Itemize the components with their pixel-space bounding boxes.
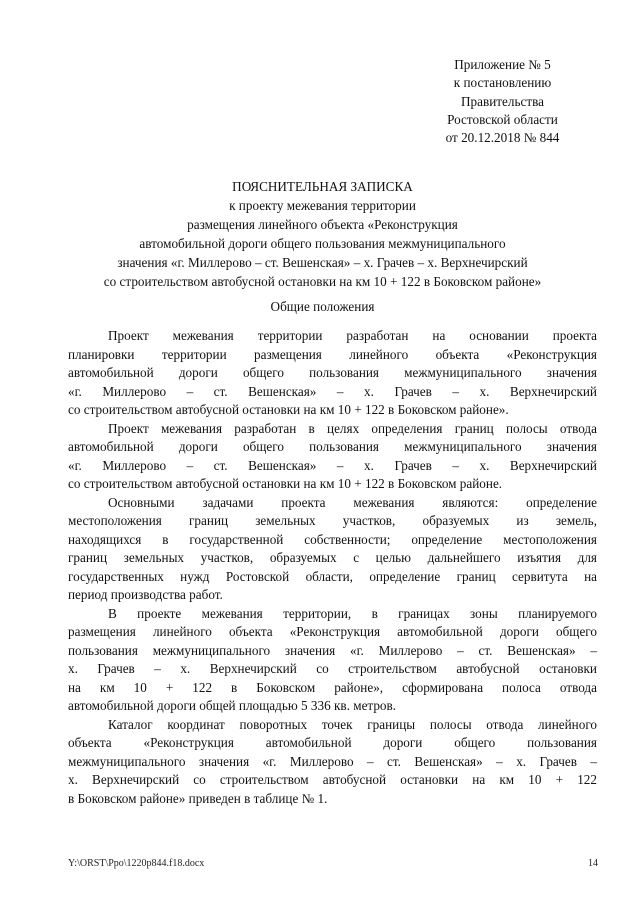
text-line: местоположения границ земельных участков, образуемых из земель, bbox=[68, 513, 597, 528]
title-line: автомобильной дороги общего пользования межмуниципального bbox=[139, 236, 506, 251]
text-line: Каталог координат поворотных точек границы полосы отвода линейного bbox=[108, 716, 597, 732]
paragraph bbox=[68, 327, 597, 420]
text-line: находящихся в государственной собственности; определение местоположения bbox=[68, 531, 597, 547]
text-line: со строительством автобусной остановки на км 10 + 122 в Боковском районе. bbox=[68, 476, 503, 491]
text-line: В проекте межевания территории, в границах зоны планируемого bbox=[108, 605, 597, 621]
text-line: «г. Миллерово – ст. Вешенская» – х. Грачев – х. Верхнечирский bbox=[68, 383, 597, 399]
text-line: Проект межевания территории разработан на основании проекта bbox=[108, 328, 597, 343]
appendix-line: к постановлению bbox=[453, 75, 552, 91]
page-number: 14 bbox=[588, 858, 598, 869]
text-line: объекта «Реконструкция автомобильной дороги общего пользования bbox=[68, 735, 597, 750]
title-line: к проекту межевания территории bbox=[229, 198, 416, 213]
title-line: размещения линейного объекта «Реконструкция bbox=[187, 217, 458, 232]
title-line: значения «г. Миллерово – ст. Вешенская» – х. Грачев – х. Верхнечирский bbox=[117, 255, 528, 270]
text-line: границ земельных участков, образуемых с целью дальнейшего изъятия для bbox=[68, 550, 597, 565]
text-line: «г. Миллерово – ст. Вешенская» – х. Грачев – х. Верхнечирский bbox=[68, 457, 597, 473]
paragraph bbox=[68, 605, 597, 716]
text-line: период производства работ. bbox=[68, 587, 223, 602]
text-line: Основными задачами проекта межевания являются: определение bbox=[108, 494, 597, 510]
text-line: х. Верхнечирский со строительством автобусной остановки на км 10 + 122 bbox=[68, 772, 597, 787]
text-line: на км 10 + 122 в Боковском районе», сформирована полоса отвода bbox=[68, 679, 597, 695]
text-line: Проект межевания разработан в целях определения границ полосы отвода bbox=[108, 420, 597, 436]
text-line: пользования межмуниципального значения «г. Миллерово – ст. Вешенская» – bbox=[68, 642, 597, 658]
paragraph bbox=[68, 420, 597, 494]
text-line: автомобильной дороги общей площадью 5 336 кв. метров. bbox=[68, 698, 397, 713]
appendix-line: Правительства bbox=[461, 93, 544, 109]
appendix-block bbox=[400, 56, 605, 147]
title-line: со строительством автобусной остановки на км 10 + 122 в Боковском районе» bbox=[103, 274, 542, 289]
text-line: государственных нужд Ростовской области, определение границ сервитута на bbox=[68, 568, 597, 584]
text-line: в Боковском районе» приведен в таблице № 1. bbox=[68, 790, 328, 806]
text-line: автомобильной дороги общего пользования межмуниципального значения bbox=[68, 439, 597, 454]
text-line: размещения линейного объекта «Реконструкция автомобильной дороги общего bbox=[68, 624, 597, 639]
footer-file-path: Y:\ORST\Ppo\1220p844.f18.docx bbox=[68, 858, 205, 869]
document-title bbox=[60, 177, 585, 291]
text-line: межмуниципального значения «г. Миллерово – ст. Вешенская» – х. Грачев – bbox=[68, 753, 597, 769]
text-line: автомобильной дороги общего пользования межмуниципального значения bbox=[68, 365, 597, 380]
appendix-line: Приложение № 5 bbox=[454, 57, 551, 72]
appendix-line: Ростовской области bbox=[447, 111, 558, 127]
paragraph bbox=[68, 716, 597, 809]
paragraph bbox=[68, 494, 597, 605]
text-line: планировки территории размещения линейного объекта «Реконструкция bbox=[68, 346, 597, 362]
text-line: х. Грачев – х. Верхнечирский со строительством автобусной остановки bbox=[68, 661, 597, 676]
text-line: со строительством автобусной остановки на км 10 + 122 в Боковском районе». bbox=[68, 402, 509, 417]
appendix-line: от 20.12.2018 № 844 bbox=[445, 130, 560, 146]
document-body bbox=[68, 327, 597, 808]
title-line: ПОЯСНИТЕЛЬНАЯ ЗАПИСКА bbox=[232, 179, 413, 194]
section-heading: Общие положения bbox=[270, 299, 375, 314]
